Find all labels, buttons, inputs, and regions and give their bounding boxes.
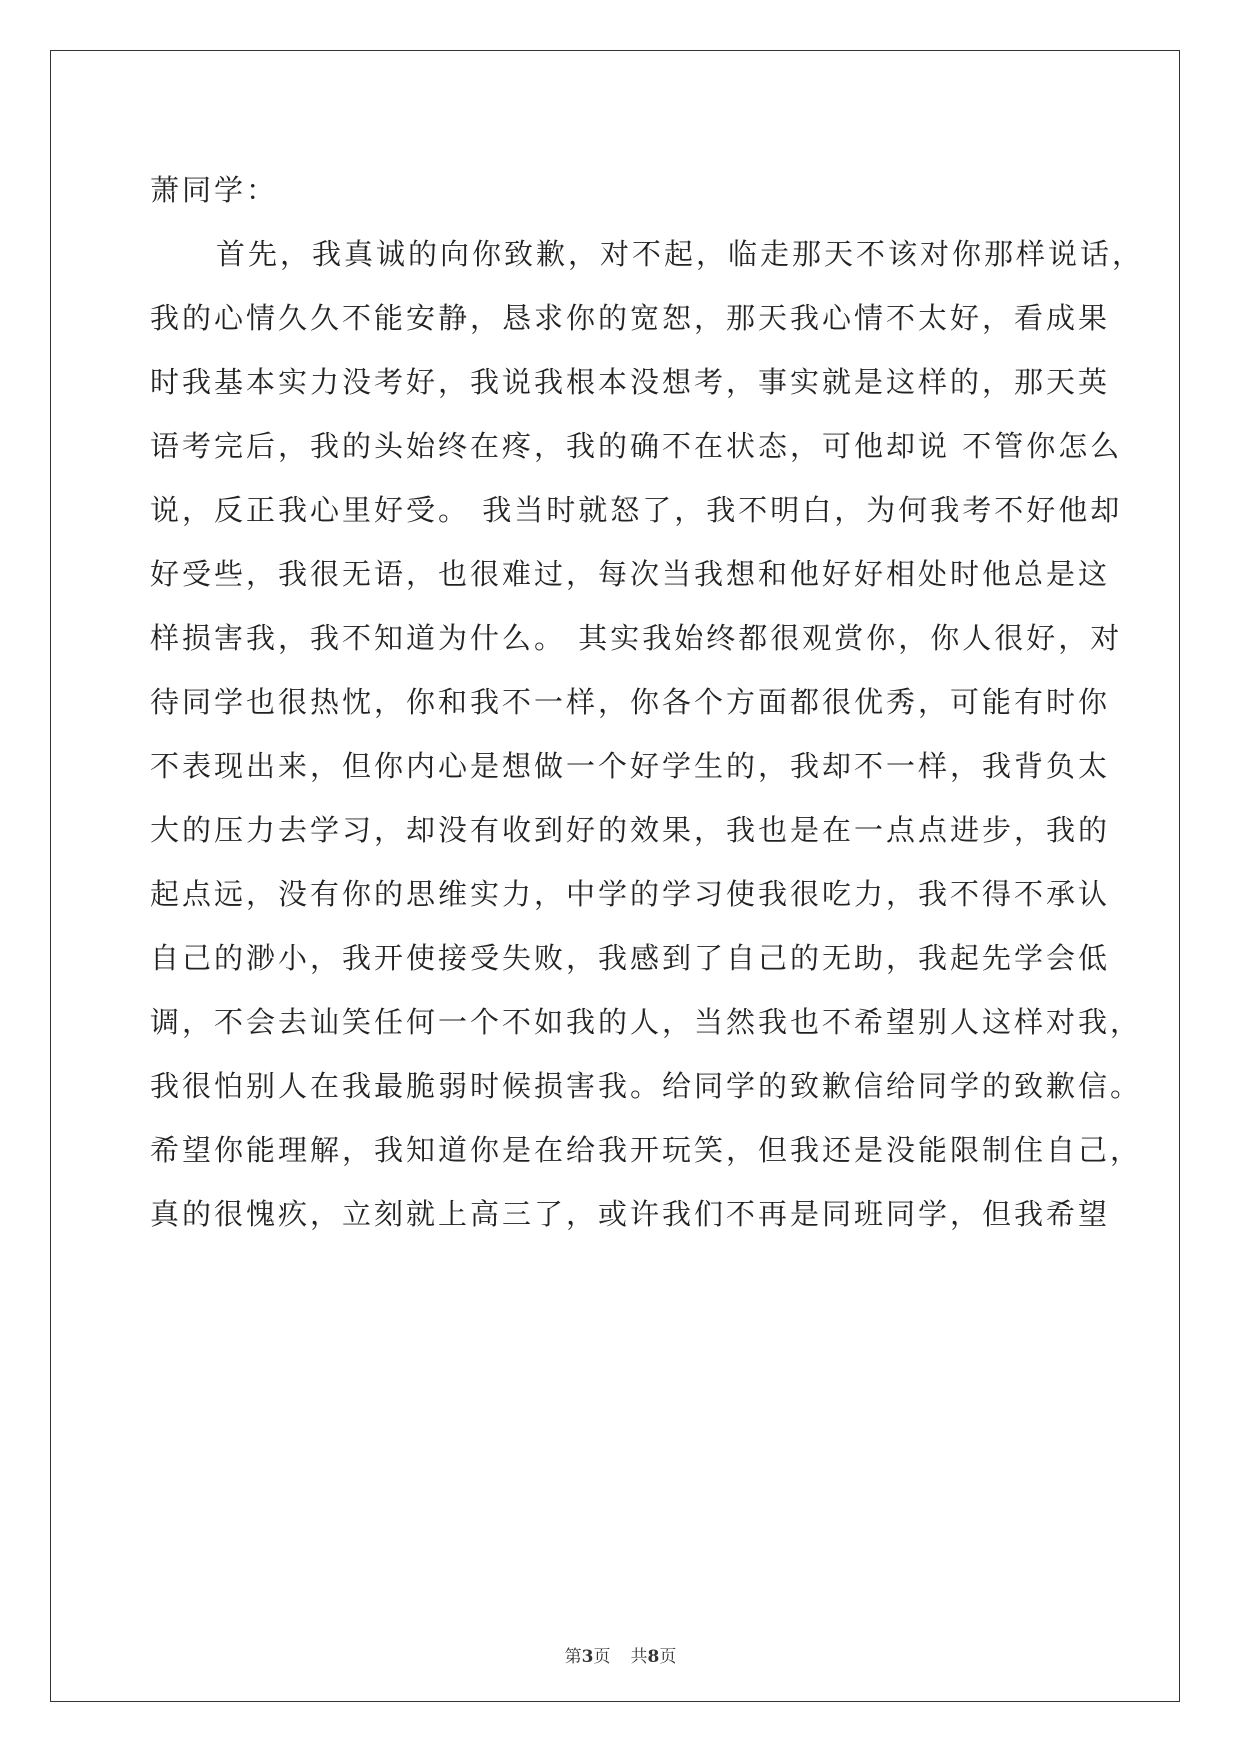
salutation: 萧同学：	[150, 173, 279, 207]
letter-body	[150, 158, 1145, 1246]
paragraph-line: 真的很愧疚，立刻就上高三了，或许我们不再是同班同学，但我希望	[150, 1197, 1111, 1231]
paragraph-line: 起点远，没有你的思维实力，中学的学习使我很吃力，我不得不承认	[150, 877, 1111, 911]
paragraph-line: 语考完后，我的头始终在疼，我的确不在状态，可他却说 不管你怎么	[150, 429, 1123, 463]
paragraph-line: 样损害我，我不知道为什么。 其实我始终都很观赏你，你人很好，对	[150, 621, 1123, 655]
paragraph-line: 好受些，我很无语，也很难过，每次当我想和他好好相处时他总是这	[150, 557, 1111, 591]
paragraph-line: 不表现出来，但你内心是想做一个好学生的，我却不一样，我背负太	[150, 749, 1111, 783]
paragraph-line: 大的压力去学习，却没有收到好的效果，我也是在一点点进步，我的	[150, 813, 1111, 847]
paragraph-line: 调，不会去讪笑任何一个不如我的人，当然我也不希望别人这样对我，	[150, 1005, 1143, 1039]
total-prefix: 共	[630, 1647, 648, 1667]
paragraph-line: 希望你能理解，我知道你是在给我开玩笑，但我还是没能限制住自己，	[150, 1133, 1143, 1167]
paragraph-line: 自己的渺小，我开使接受失败，我感到了自己的无助，我起先学会低	[150, 941, 1111, 975]
paragraph-line: 首先，我真诚的向你致歉，对不起，临走那天不该对你那样说话，	[216, 237, 1145, 271]
paragraph-line: 待同学也很热忱，你和我不一样，你各个方面都很优秀，可能有时你	[150, 685, 1111, 719]
paragraph-line: 时我基本实力没考好，我说我根本没想考，事实就是这样的，那天英	[150, 365, 1111, 399]
paragraph-line: 我很怕别人在我最脆弱时候损害我。给同学的致歉信给同学的致歉信。	[150, 1069, 1143, 1103]
page-footer	[0, 1642, 1241, 1667]
page-current: 3	[581, 1647, 594, 1667]
paragraph-line: 说，反正我心里好受。 我当时就怒了，我不明白，为何我考不好他却	[150, 493, 1123, 527]
paragraph-line: 我的心情久久不能安静，恳求你的宽恕，那天我心情不太好，看成果	[150, 301, 1111, 335]
page-prefix: 第	[564, 1647, 582, 1667]
page-suffix: 页	[593, 1647, 611, 1667]
page-total: 8	[647, 1647, 660, 1667]
total-suffix: 页	[659, 1647, 677, 1667]
